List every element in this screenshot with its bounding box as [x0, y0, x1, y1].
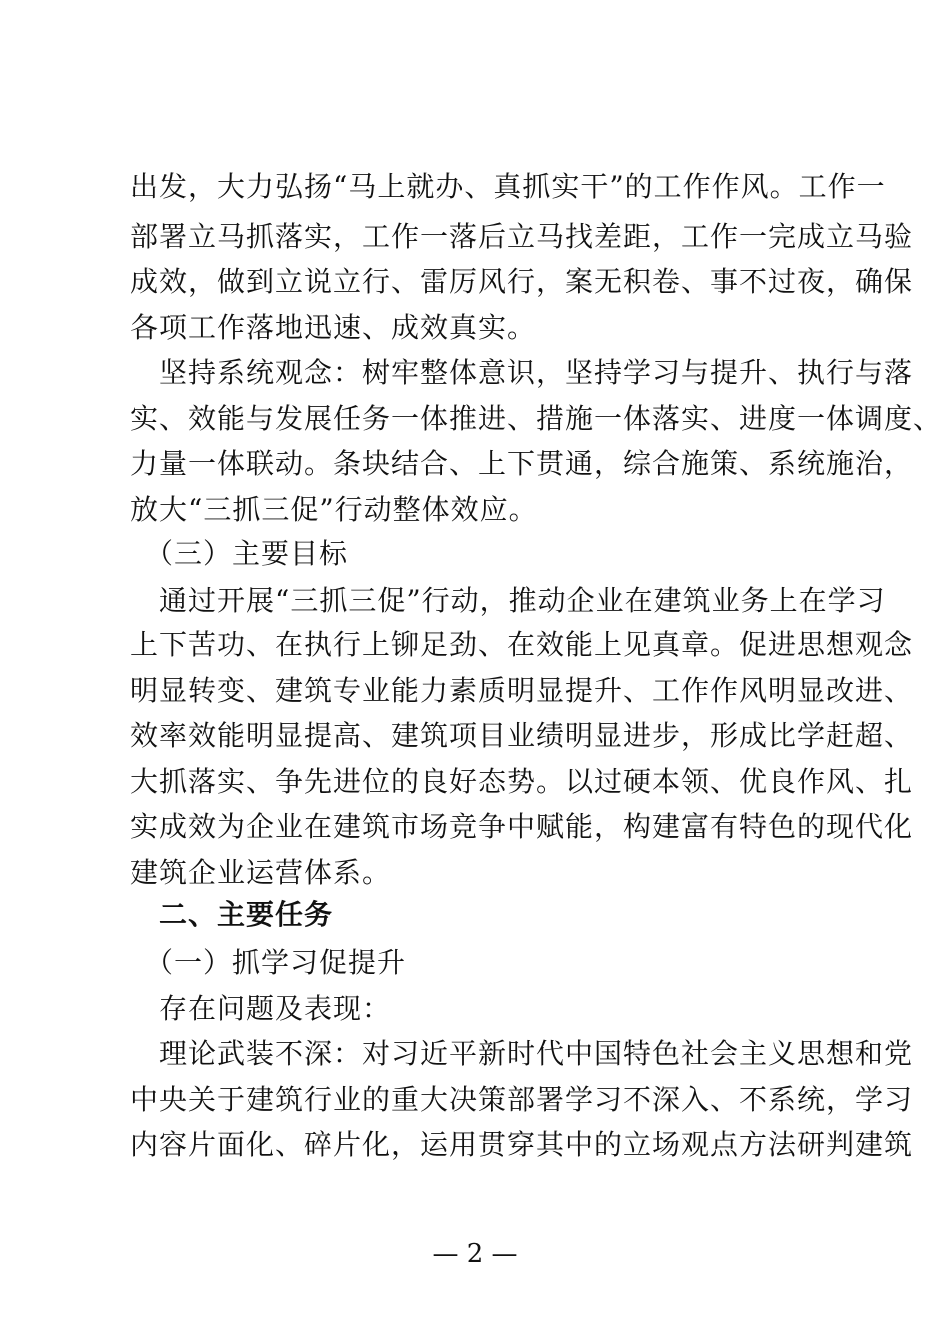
text-line: 出发，大力弘扬“马上就办、真抓实干”的工作作风。工作一 [130, 170, 886, 203]
section-heading: （三）主要目标 [130, 537, 349, 570]
text-line: 中央关于建筑行业的重大决策部署学习不深入、不系统，学习 [130, 1083, 914, 1116]
text-line: 大抓落实、争先进位的良好态势。以过硬本领、优良作风、扎 [130, 765, 914, 798]
text-line: 存在问题及表现： [130, 992, 392, 1025]
text-line: 通过开展“三抓三促”行动，推动企业在建筑业务上在学习 [130, 584, 886, 617]
page-number: — 2 — [432, 1239, 518, 1269]
text-line: 放大“三抓三促”行动整体效应。 [130, 493, 538, 526]
text-line: 上下苦功、在执行上铆足劲、在效能上见真章。促进思想观念 [130, 628, 914, 661]
text-line: 部署立马抓落实，工作一落后立马找差距，工作一完成立马验 [130, 220, 914, 253]
section-heading: （一）抓学习促提升 [130, 946, 407, 979]
chapter-heading: 二、主要任务 [130, 898, 334, 931]
text-line: 实成效为企业在建筑市场竞争中赋能，构建富有特色的现代化 [130, 810, 914, 843]
text-line: 成效，做到立说立行、雷厉风行，案无积卷、事不过夜，确保 [130, 265, 914, 298]
text-line: 各项工作落地迅速、成效真实。 [130, 311, 537, 344]
text-line: 效率效能明显提高、建筑项目业绩明显进步，形成比学赶超、 [130, 719, 914, 752]
text-line: 理论武装不深：对习近平新时代中国特色社会主义思想和党 [130, 1037, 914, 1070]
text-line: 力量一体联动。条块结合、上下贯通，综合施策、系统施治， [130, 447, 914, 480]
text-line: 坚持系统观念：树牢整体意识，坚持学习与提升、执行与落 [130, 356, 914, 389]
text-line: 明显转变、建筑专业能力素质明显提升、工作作风明显改进、 [130, 674, 914, 707]
text-line: 实、效能与发展任务一体推进、措施一体落实、进度一体调度、 [130, 402, 943, 435]
text-line: 建筑企业运营体系。 [130, 856, 392, 889]
text-line: 内容片面化、碎片化，运用贯穿其中的立场观点方法研判建筑 [130, 1128, 914, 1161]
